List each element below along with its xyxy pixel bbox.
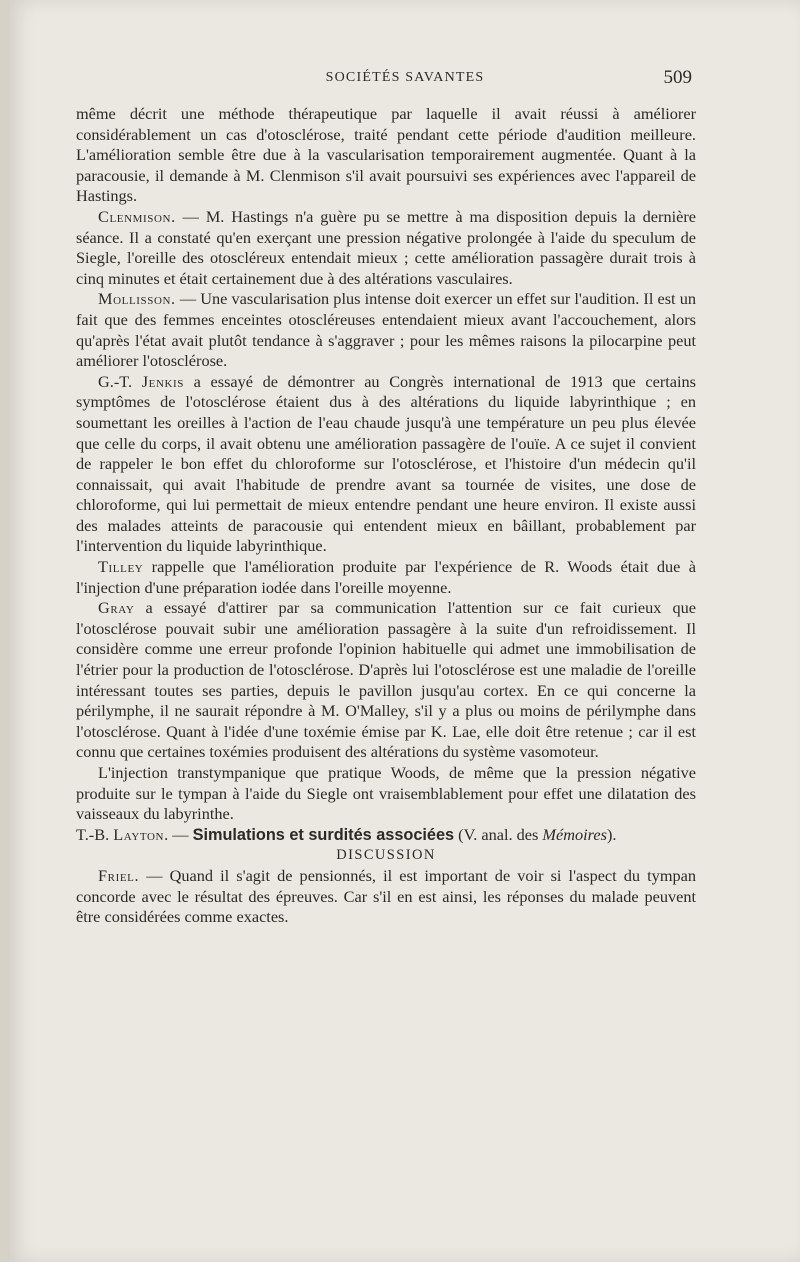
reference-open: (V. anal. des [454, 824, 543, 844]
paragraph-gray [76, 598, 696, 763]
paragraph-text: — Une vascularisation plus intense doit exercer un effet sur l'audition. Il est un fait que des femmes enceintes otoscléreuses entendaient mieux avant l'accouchement, alors qu'après l'état avait plutôt tendance à s'aggraver ; pour les mêmes raisons la pilocarpine peut améliorer l'otosclérose. [76, 289, 696, 371]
body-text [76, 104, 696, 928]
paragraph-jenkis [76, 372, 696, 557]
author-initials: T.-B. [76, 824, 114, 844]
speaker-name: Mollisson. [98, 289, 176, 309]
paragraph-text: — Quand il s'agit de pensionnés, il est important de voir si l'aspect du tympan concorde avec le résultat des épreuves. Car s'il en est ainsi, les réponses du malade peuvent être considérées comme exactes. [76, 865, 696, 927]
author-name: Layton [113, 824, 165, 844]
paragraph-text: — M. Hastings n'a guère pu se mettre à ma disposition depuis la dernière séance. Il a constaté qu'en exerçant une pression négative prolongée à l'aide du speculum de Siegle, l'oreille des otoscléreux entendait mieux ; cette amélioration passagère durait trois à cinq minutes et était certainement due à des altérations vasculaires. [76, 206, 696, 288]
discussion-heading: DISCUSSION [336, 847, 436, 864]
speaker-name: Tilley [98, 557, 144, 577]
running-title: SOCIÉTÉS SAVANTES [325, 70, 485, 85]
paragraph-text: rappelle que l'amélioration produite par l'expérience de R. Woods était due à l'injection d'une préparation iodée dans l'oreille moyenne. [76, 557, 696, 597]
paragraph-woods-conclusion: L'injection transtympanique que pratique Woods, de même que la pression négative produite sur le tympan à l'aide du Siegle ont vraisemblablement pour effet une dilatation des vaisseaux du labyrinthe. [76, 763, 696, 824]
page-number: 509 [663, 67, 692, 88]
separator: . — [164, 824, 193, 844]
reference-journal: Mémoires [542, 824, 607, 844]
paragraph-tilley [76, 557, 696, 598]
paper-entry-layton [76, 825, 696, 846]
speaker-initials: G.-T. [98, 371, 142, 391]
reference-close: ). [606, 824, 617, 844]
paragraph-text: a essayé de démontrer au Congrès international de 1913 que certains symptômes de l'otosclérose étaient dus à des altérations du liquide labyrinthique ; en soumettant les oreilles à l'action de l'eau chaude jusqu'à une température un peu plus élevée que celle du corps, il avait obtenu une amélioration passagère de l'ouïe. A ce sujet il convient de rappeler le bon effet du chloroforme sur l'otosclérose, et l'histoire d'un médecin qu'il connaissait, qui avait l'habitude de prendre avant sa tournée de visites, une dose de chloroforme, qui lui permettait de mieux entendre pendant une heure environ. Il existe aussi des malades atteints de paracousie qui entendent mieux en bâillant, probablement par l'intervention du liquide labyrinthique. [76, 371, 696, 556]
speaker-name: Clenmison. [98, 206, 176, 226]
paragraph-continued: même décrit une méthode thérapeutique par laquelle il avait réussi à améliorer considérablement un cas d'otosclérose, traité pendant cette période d'audition meilleure. L'amélioration semble être due à la vascularisation temporairement augmentée. Quant à la paracousie, il demande à M. Clenmison s'il avait poursuivi ses expériences avec l'appareil de Hastings. [76, 104, 696, 206]
paragraph-friel [76, 866, 696, 928]
paragraph-text: a essayé d'attirer par sa communication l'attention sur ce fait curieux que l'otosclérose pouvait subir une amélioration passagère à la suite d'un refroidissement. Il considère comme une erreur profonde l'opinion habituelle qui admet une immobilisation de l'étrier pour la production de l'otosclérose. D'après lui l'otosclérose est une maladie de l'oreille intéressant toutes ses parties, depuis le pavillon jusqu'au cortex. En ce qui concerne la périlymphe, il ne saurait répondre à M. O'Malley, s'il y a plus ou moins de périlymphe dans l'otosclérose. Quant à l'idée d'une toxémie émise par K. Lae, elle doit être retenue ; car il est connu que certaines toxémies produisent des altérations du système vasomoteur. [76, 598, 696, 762]
speaker-name: Jenkis [141, 371, 185, 391]
paper-title: Simulations et surdités associées [192, 825, 455, 844]
paragraph-mollisson [76, 289, 696, 371]
speaker-name: Friel. [98, 865, 140, 885]
paragraph-clenmison [76, 207, 696, 289]
book-page [10, 0, 800, 1262]
page-header [10, 67, 800, 98]
speaker-name: Gray [98, 598, 135, 618]
